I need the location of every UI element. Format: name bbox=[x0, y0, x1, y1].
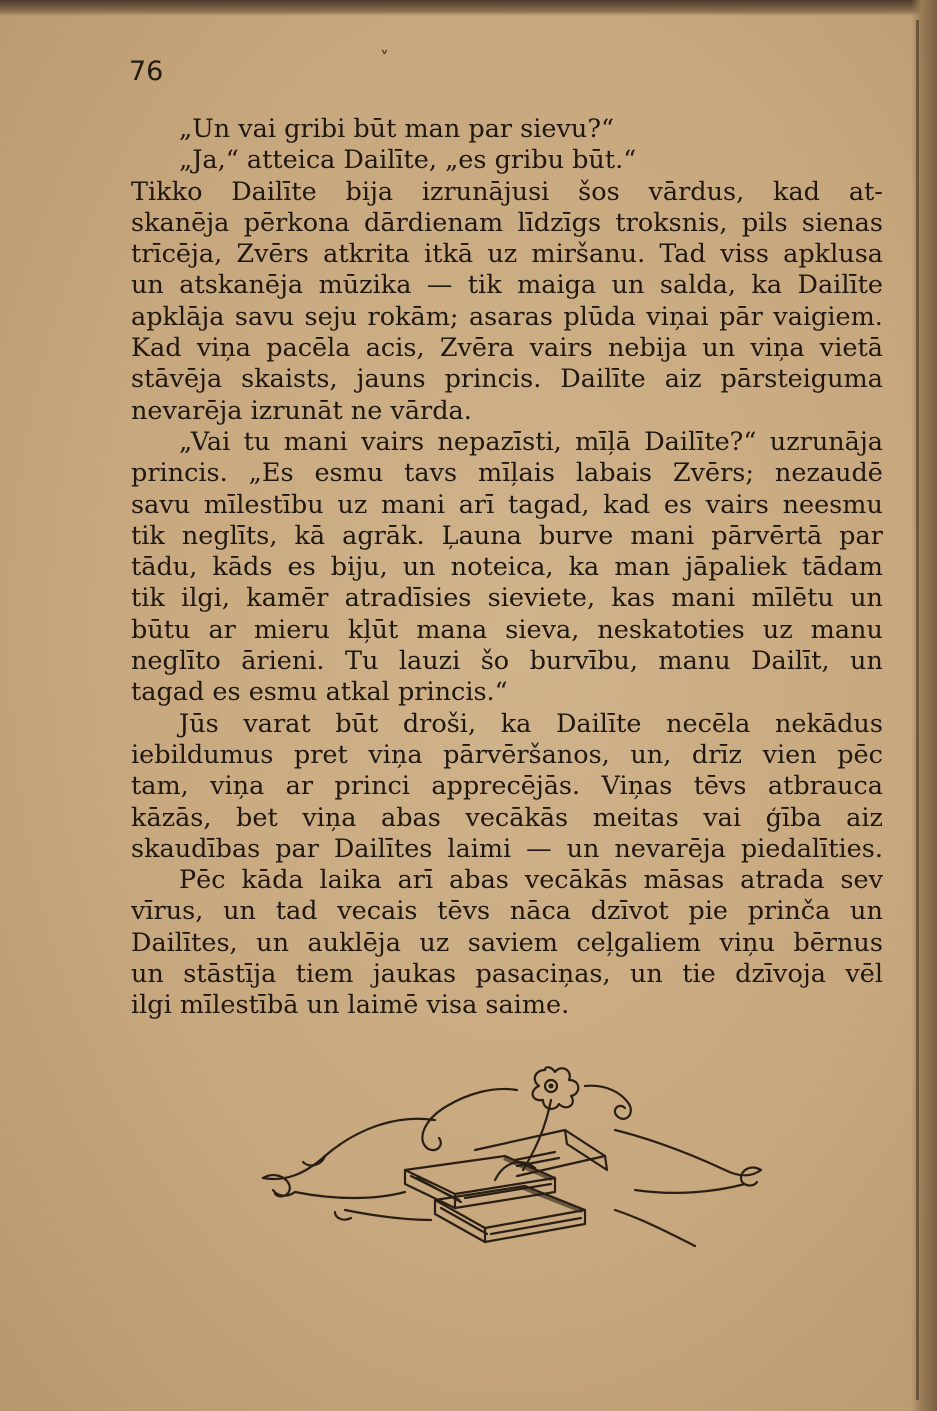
text-line: ilgi mīlestībā un laimē visa saime. bbox=[131, 990, 570, 1021]
books-ornament-icon bbox=[255, 1060, 765, 1250]
text-line: un stāstīja tiem jaukas pasaciņas, un tie dzīvoja vēl bbox=[131, 959, 883, 990]
printer-mark-icon: ˅ bbox=[380, 48, 389, 69]
text-line: princis. „Es esmu tavs mīļais labais Zvērs; nezaudē bbox=[131, 458, 883, 489]
text-line: būtu ar mieru kļūt mana sieva, neskatoties uz manu bbox=[131, 614, 883, 645]
text-line: tik ilgi, kamēr atradīsies sieviete, kas mani mīlētu un bbox=[131, 583, 883, 614]
text-line: un atskanēja mūzika — tik maiga un salda, ka Dailīte bbox=[131, 270, 883, 301]
text-line: Jūs varat būt droši, ka Dailīte necēla nekādus bbox=[179, 708, 883, 739]
text-line: skanēja pērkona dārdienam līdzīgs troksnis, pils sienas bbox=[131, 207, 883, 238]
text-line: Pēc kāda laika arī abas vecākās māsas atrada sev bbox=[179, 865, 883, 896]
text-line: stāvēja skaists, jauns princis. Dailīte aiz pārsteiguma bbox=[131, 364, 883, 395]
text-line: tādu, kāds es biju, un noteica, ka man jāpaliek tādam bbox=[131, 552, 883, 583]
page-top-edge bbox=[0, 0, 937, 16]
text-line: kāzās, bet viņa abas vecākās meitas vai ģība aiz bbox=[131, 802, 883, 833]
text-line: „Ja,“ atteica Dailīte, „es gribu būt.“ bbox=[179, 145, 637, 176]
text-line: Tikko Dailīte bija izrunājusi šos vārdus, kad at- bbox=[131, 176, 883, 207]
text-line: skaudības par Dailītes laimi — un nevarēja piedalīties. bbox=[131, 833, 883, 864]
text-line: „Vai tu mani vairs nepazīsti, mīļā Dailīte?“ uzrunāja bbox=[179, 426, 883, 457]
text-line: Kad viņa pacēla acis, Zvēra vairs nebija un viņa vietā bbox=[131, 333, 883, 364]
text-line: tagad es esmu atkal princis.“ bbox=[131, 677, 508, 708]
text-line: trīcēja, Zvērs atkrita itkā uz miršanu. Tad viss apklusa bbox=[131, 239, 883, 270]
text-line: „Un vai gribi būt man par sievu?“ bbox=[179, 114, 615, 144]
page-right-edge bbox=[911, 0, 937, 1411]
text-line: nevarēja izrunāt ne vārda. bbox=[131, 395, 472, 426]
text-line: neglīto ārieni. Tu lauzi šo burvību, manu Dailīt, un bbox=[131, 646, 883, 677]
text-line: vīrus, un tad vecais tēvs nāca dzīvot pie prinča un bbox=[131, 896, 883, 927]
text-line: apklāja savu seju rokām; asaras plūda viņai pār vaigiem. bbox=[131, 301, 883, 332]
page-number: 76 bbox=[129, 56, 164, 87]
text-line: iebildumus pret viņa pārvēršanos, un, drīz vien pēc bbox=[131, 739, 883, 770]
text-line: Dailītes, un auklēja uz saviem ceļgaliem viņu bērnus bbox=[131, 927, 883, 958]
text-line: savu mīlestību uz mani arī tagad, kad es vairs neesmu bbox=[131, 489, 883, 520]
text-line: tik neglīts, kā agrāk. Ļauna burve mani pārvērtā par bbox=[131, 520, 883, 551]
body-text bbox=[131, 114, 883, 1022]
binding-line bbox=[916, 20, 919, 1400]
text-line: tam, viņa ar princi apprecējās. Viņas tēvs atbrauca bbox=[131, 771, 883, 802]
